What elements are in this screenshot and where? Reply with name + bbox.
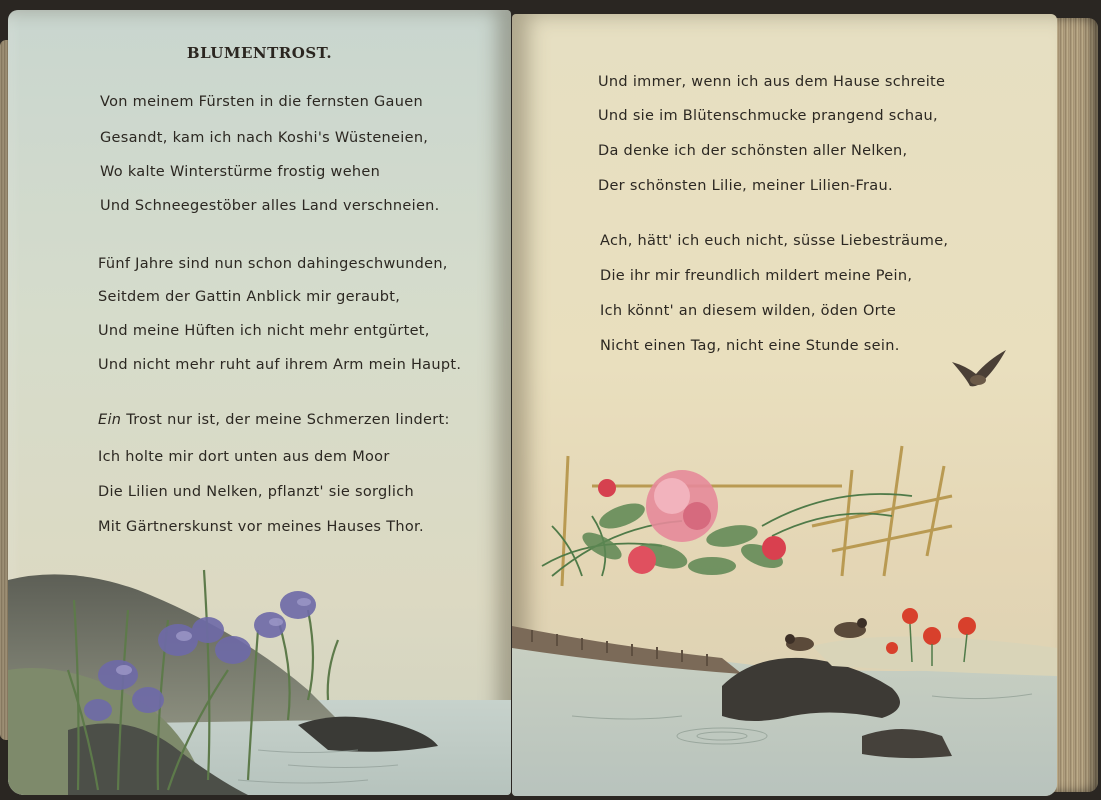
verse-line: Wo kalte Winterstürme frostig wehen <box>100 164 381 180</box>
verse-line: Und immer, wenn ich aus dem Hause schreite <box>598 74 946 90</box>
verse-line: Der schönsten Lilie, meiner Lilien-Frau. <box>598 178 893 194</box>
verse-line: Mit Gärtnerskunst vor meines Hauses Thor. <box>98 519 424 535</box>
right-page-edges <box>1054 18 1098 792</box>
iris-illustration <box>8 550 511 795</box>
verse-line: Von meinem Fürsten in die fernsten Gauen <box>100 94 423 110</box>
verse-line: Da denke ich der schönsten aller Nelken, <box>598 143 908 159</box>
verse-line: Und meine Hüften ich nicht mehr entgürtet, <box>98 323 430 339</box>
first-word: Ein <box>98 412 122 428</box>
right-page <box>512 14 1057 796</box>
flying-bird-illustration <box>948 348 1012 392</box>
verse-line: Fünf Jahre sind nun schon dahingeschwunden, <box>98 256 448 272</box>
verse-line: Seitdem der Gattin Anblick mir geraubt, <box>98 289 401 305</box>
verse-line: Und sie im Blütenschmucke prangend schau, <box>598 108 938 124</box>
verse-line: Nicht einen Tag, nicht eine Stunde sein. <box>600 338 900 354</box>
verse-line: Und nicht mehr ruht auf ihrem Arm mein Haupt. <box>98 357 462 373</box>
left-page <box>8 10 511 795</box>
verse-line: Die Lilien und Nelken, pflanzt' sie sorglich <box>98 484 414 500</box>
verse-line: Ich holte mir dort unten aus dem Moor <box>98 449 390 465</box>
verse-line: Die ihr mir freundlich mildert meine Pein, <box>600 268 913 284</box>
verse-line <box>98 412 450 428</box>
verse-line: Gesandt, kam ich nach Koshi's Wüsteneien, <box>100 130 429 146</box>
poem-title: BLUMENTROST. <box>186 44 333 62</box>
peony-garden-illustration <box>512 426 1057 796</box>
verse-line: Ich könnt' an diesem wilden, öden Orte <box>600 303 897 319</box>
verse-line: Ach, hätt' ich euch nicht, süsse Liebesträume, <box>600 233 949 249</box>
verse-line-rest: Trost nur ist, der meine Schmerzen lindert: <box>121 412 450 428</box>
verse-line: Und Schneegestöber alles Land verschneien. <box>100 198 440 214</box>
